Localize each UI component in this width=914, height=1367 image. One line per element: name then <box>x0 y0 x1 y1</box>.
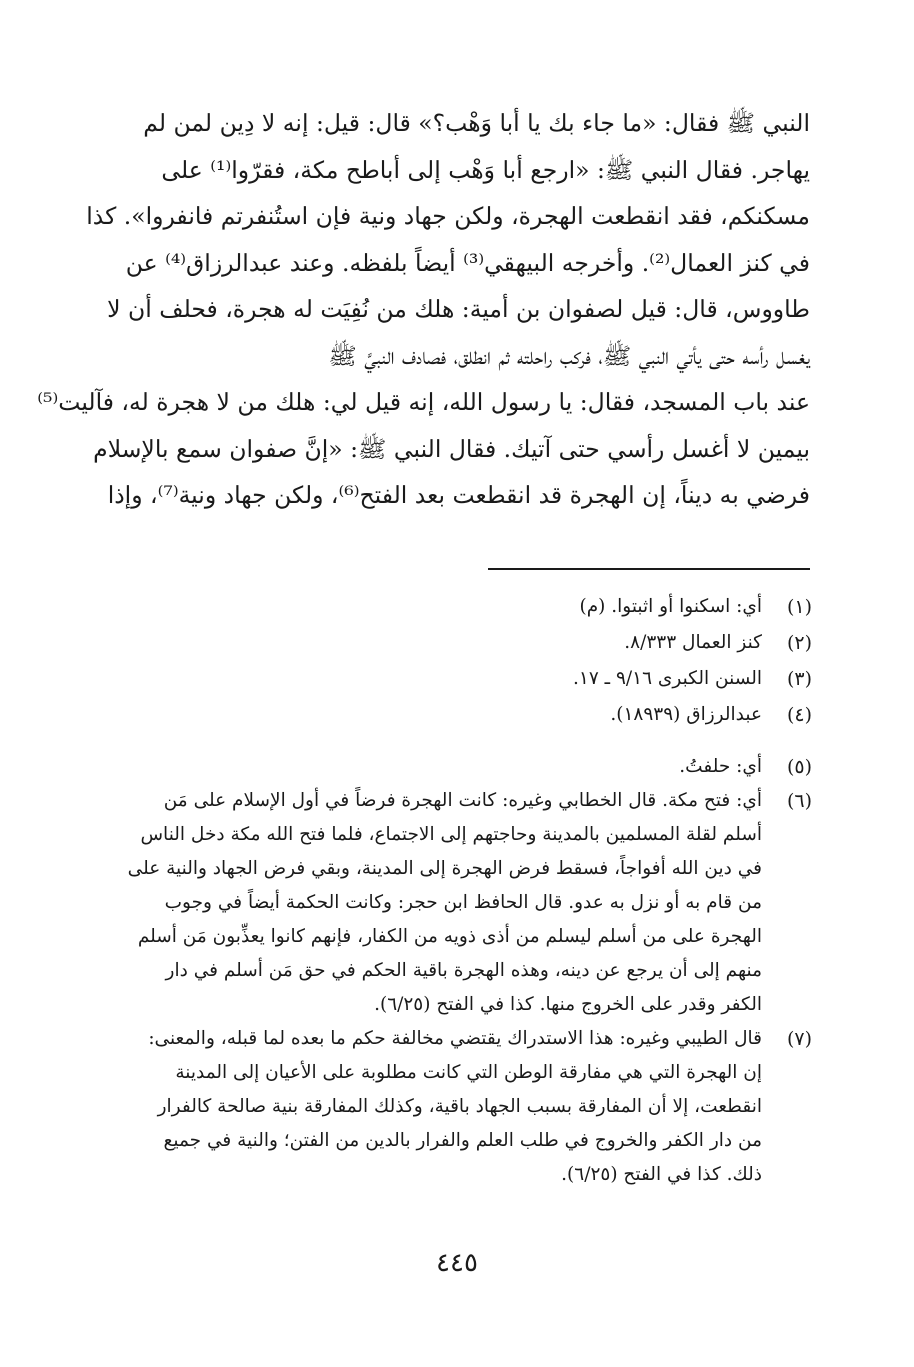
footnote-1 <box>108 590 812 624</box>
footnote-line: الهجرة على من أسلم ليسلم من أذى ذويه من الكفار، فإنهم كانوا يعذِّبون مَن أسلم <box>137 926 762 947</box>
footnote-line: في دين الله أفواجاً، فسقط فرض الهجرة إلى المدينة، وبقي فرض الجهاد والنية على <box>127 858 762 879</box>
page-number: ٤٤٥ <box>436 1248 478 1278</box>
footnote-body <box>108 662 762 696</box>
footnote-line: أي: فتح مكة. قال الخطابي وغيره: كانت الهجرة فرضاً في أول الإسلام على مَن <box>163 790 762 811</box>
main-text-line: مسكنكم، فقد انقطعت الهجرة، ولكن جهاد ونية فإن استُنفرتم فانفروا». كذا <box>86 202 810 230</box>
footnote-body <box>108 698 762 732</box>
footnote-body <box>108 590 762 624</box>
footnote-body <box>108 750 762 784</box>
footnote-line: أسلم لقلة المسلمين بالمدينة وحاجتهم إلى الاجتماع، فلما فتح الله مكة دخل الناس <box>140 824 762 845</box>
footnote-line: إن الهجرة التي هي مفارقة الوطن التي كانت مطلوبة على الأعيان إلى المدينة <box>175 1062 762 1083</box>
main-text-line: بيمين لا أغسل رأسي حتى آتيك. فقال النبي ﷺ: «إنَّ صفوان سمع بالإسلام <box>93 434 810 463</box>
footnote-number: (٦) <box>786 790 812 812</box>
footnote-line: السنن الكبرى ٩/١٦ ـ ١٧. <box>573 668 762 689</box>
main-text-line: طاووس، قال: قيل لصفوان بن أمية: هلك من نُفِيَت له هجرة، فحلف أن لا <box>107 295 810 323</box>
footnote-line: الكفر وقدر على الخروج منها. كذا في الفتح (٦/٢٥). <box>374 994 762 1015</box>
footnote-number: (٣) <box>786 668 812 690</box>
footnote-6 <box>108 784 812 1022</box>
main-text-line: يهاجر. فقال النبي ﷺ: «ارجع أبا وَهْب إلى أباطح مكة، فقرّوا⁽¹⁾ على <box>161 155 810 184</box>
footnote-line: كنز العمال ٨/٣٣٣. <box>624 632 762 653</box>
footnotes-section <box>108 590 812 1192</box>
footnote-4 <box>108 698 812 732</box>
footnote-line: من قام به أو نزل به عدو. قال الحافظ ابن حجر: وكانت الحكمة أيضاً في وجوب <box>164 892 762 913</box>
footnote-number: (٢) <box>786 632 812 654</box>
main-text-line: النبي ﷺ فقال: «ما جاء بك يا أبا وَهْب؟» قال: قيل: إنه لا دِين لمن لم <box>143 109 810 137</box>
footnote-2 <box>108 626 812 660</box>
footnote-line: عبدالرزاق (١٨٩٣٩). <box>610 704 762 725</box>
footnote-line: أي: حلفتُ. <box>679 756 762 777</box>
footnote-separator <box>488 568 810 570</box>
footnote-body <box>108 1022 762 1192</box>
footnote-body <box>108 784 762 1022</box>
footnote-7 <box>108 1022 812 1192</box>
footnote-3 <box>108 662 812 696</box>
main-text-line: فرضي به ديناً، إن الهجرة قد انقطعت بعد الفتح⁽⁶⁾، ولكن جهاد ونية⁽⁷⁾، وإذا <box>107 481 810 509</box>
footnote-number: (٥) <box>786 756 812 778</box>
main-text-line: يغسل رأسه حتى يأتي النبي ﷺ، فركب راحلته ثم انطلق، فصادف النبيَّ ﷺ <box>328 341 810 370</box>
footnote-body <box>108 626 762 660</box>
main-text-line: عند باب المسجد، فقال: يا رسول الله، إنه قيل لي: هلك من لا هجرة له، فآليت⁽⁵⁾ <box>37 388 810 416</box>
footnote-line: منهم إلى أن يرجع عن دينه، وهذه الهجرة باقية الحكم في حق مَن أسلم في دار <box>165 960 762 981</box>
footnote-line: أي: اسكنوا أو اثبتوا. (م) <box>579 596 762 617</box>
footnote-5 <box>108 750 812 784</box>
footnote-line: ذلك. كذا في الفتح (٦/٢٥). <box>561 1164 762 1185</box>
main-text-block <box>37 100 810 519</box>
footnote-line: انقطعت، إلا أن المفارقة بسبب الجهاد باقية، وكذلك المفارقة بنية صالحة كالفرار <box>157 1096 762 1117</box>
footnote-number: (١) <box>786 596 812 618</box>
footnote-number: (٧) <box>786 1028 812 1050</box>
footnote-line: من دار الكفر والخروج في طلب العلم والفرار بالدين من الفتن؛ والنية في جميع <box>163 1130 762 1151</box>
footnote-line: قال الطيبي وغيره: هذا الاستدراك يقتضي مخالفة حكم ما بعده لما قبله، والمعنى: <box>148 1028 762 1049</box>
main-text-line: في كنز العمال⁽²⁾. وأخرجه البيهقي⁽³⁾ أيضاً بلفظه. وعند عبدالرزاق⁽⁴⁾ عن <box>125 248 810 277</box>
footnote-number: (٤) <box>786 704 812 726</box>
